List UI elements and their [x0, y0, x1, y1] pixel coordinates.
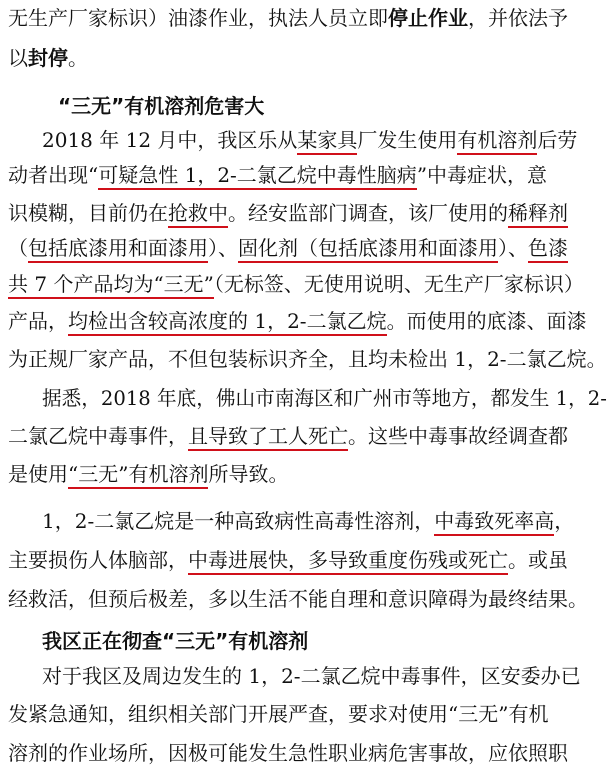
bold-phrase: 封停 — [28, 46, 68, 70]
p1-line-1 — [42, 126, 577, 154]
p2-line-2 — [8, 422, 568, 450]
text-segment: 动者出现“ — [8, 163, 99, 187]
underlined-phrase: “三无”有机溶剂 — [68, 462, 208, 489]
text-segment: 以 — [8, 46, 28, 70]
p0-line-2 — [8, 44, 88, 72]
text-segment: 是使用 — [8, 462, 68, 486]
underlined-phrase: 均检出含较高浓度的 1，2-二氯乙烷 — [68, 309, 387, 336]
p4-line-2 — [8, 700, 548, 728]
text-segment: （无标签、无使用说明、无生产厂家标识） — [213, 272, 584, 296]
section-heading-inspection: 我区正在彻查“三无”有机溶剂 — [42, 629, 309, 653]
text-segment: 对于我区及周边发生的 1，2-二氯乙烷中毒事件，区安委办已 — [42, 664, 581, 688]
text-segment: ”中毒症状，意 — [416, 163, 548, 187]
underlined-phrase: 中毒致死率高 — [434, 509, 554, 536]
text-segment: 2018 年 12 月中，我区乐从 — [42, 128, 298, 152]
bold-phrase: 停止作业 — [388, 6, 468, 30]
text-segment: 1，2-二氯乙烷是一种高致病性高毒性溶剂， — [42, 509, 435, 533]
underlined-phrase: 中毒进展快，多导致重度伤残或死亡 — [188, 548, 508, 575]
p1-line-7 — [8, 345, 607, 373]
p4-line-1 — [42, 662, 581, 690]
text-segment: 识模糊，目前仍在 — [8, 201, 168, 225]
underlined-phrase: 固化剂（包括底漆用和面漆用 — [238, 236, 498, 263]
underlined-phrase: 包括底漆用和面漆用 — [28, 236, 208, 263]
p0-line-1 — [8, 4, 568, 32]
section-heading-hazard: “三无”有机溶剂危害大 — [58, 94, 265, 118]
p1-line-4 — [8, 234, 568, 262]
underlined-phrase: 某家具 — [297, 128, 357, 155]
text-segment: 二氯乙烷中毒事件， — [8, 424, 188, 448]
p1-line-6 — [8, 307, 587, 335]
p4-line-3 — [8, 739, 568, 767]
text-segment: 。或虽 — [508, 548, 568, 572]
text-segment: 。经安监部门调查，该厂使用的 — [228, 201, 508, 225]
p1-line-2 — [8, 161, 547, 189]
text-segment: ，并依法予 — [468, 6, 568, 30]
text-segment: ）、 — [498, 236, 528, 260]
text-segment: ）、 — [208, 236, 238, 260]
p2-line-3 — [8, 460, 288, 488]
text-segment: 后劳 — [537, 128, 578, 152]
text-segment: 厂发生使用 — [357, 128, 458, 152]
text-segment: 溶剂的作业场所，因极可能发生急性职业病危害事故，应依照职 — [8, 741, 568, 765]
text-segment: （ — [8, 236, 28, 260]
text-segment: 经救活，但预后极差，多以生活不能自理和意识障碍为最终结果。 — [8, 587, 588, 611]
text-segment: ， — [554, 509, 575, 533]
text-segment: 所导致。 — [208, 462, 289, 486]
p3-line-3 — [8, 585, 588, 613]
text-segment: 无生产厂家标识）油漆作业，执法人员立即 — [8, 6, 388, 30]
text-segment: 据悉，2018 年底，佛山市南海区和广州市等地方，都发生 1，2- — [42, 386, 607, 410]
text-segment: 。这些中毒事故经调查都 — [348, 424, 568, 448]
underlined-phrase: 且导致了工人死亡 — [188, 424, 348, 451]
underlined-phrase: 有机溶剂 — [457, 128, 537, 155]
text-segment: 。而使用的底漆、面漆 — [386, 309, 587, 333]
text-segment: 产品， — [8, 309, 68, 333]
p1-line-5 — [8, 270, 584, 298]
underlined-phrase: 抢救中 — [168, 201, 228, 228]
p1-line-3 — [8, 199, 568, 227]
text-segment: 。 — [68, 46, 88, 70]
underlined-phrase: 共 7 个产品均为“三无” — [8, 272, 214, 299]
p3-line-1 — [42, 507, 574, 535]
underlined-phrase: 稀释剂 — [508, 201, 568, 228]
underlined-phrase: 色漆 — [528, 236, 568, 263]
underlined-phrase: 可疑急性 1，2-二氯乙烷中毒性脑病 — [98, 163, 417, 190]
text-segment: 发紧急通知，组织相关部门开展严查，要求对使用“三无”有机 — [8, 702, 549, 726]
p2-line-1 — [42, 384, 607, 412]
text-segment: 主要损伤人体脑部， — [8, 548, 188, 572]
text-segment: 为正规厂家产品，不但包装标识齐全，且均未检出 1，2-二氯乙烷。 — [8, 347, 607, 371]
p3-line-2 — [8, 546, 568, 574]
